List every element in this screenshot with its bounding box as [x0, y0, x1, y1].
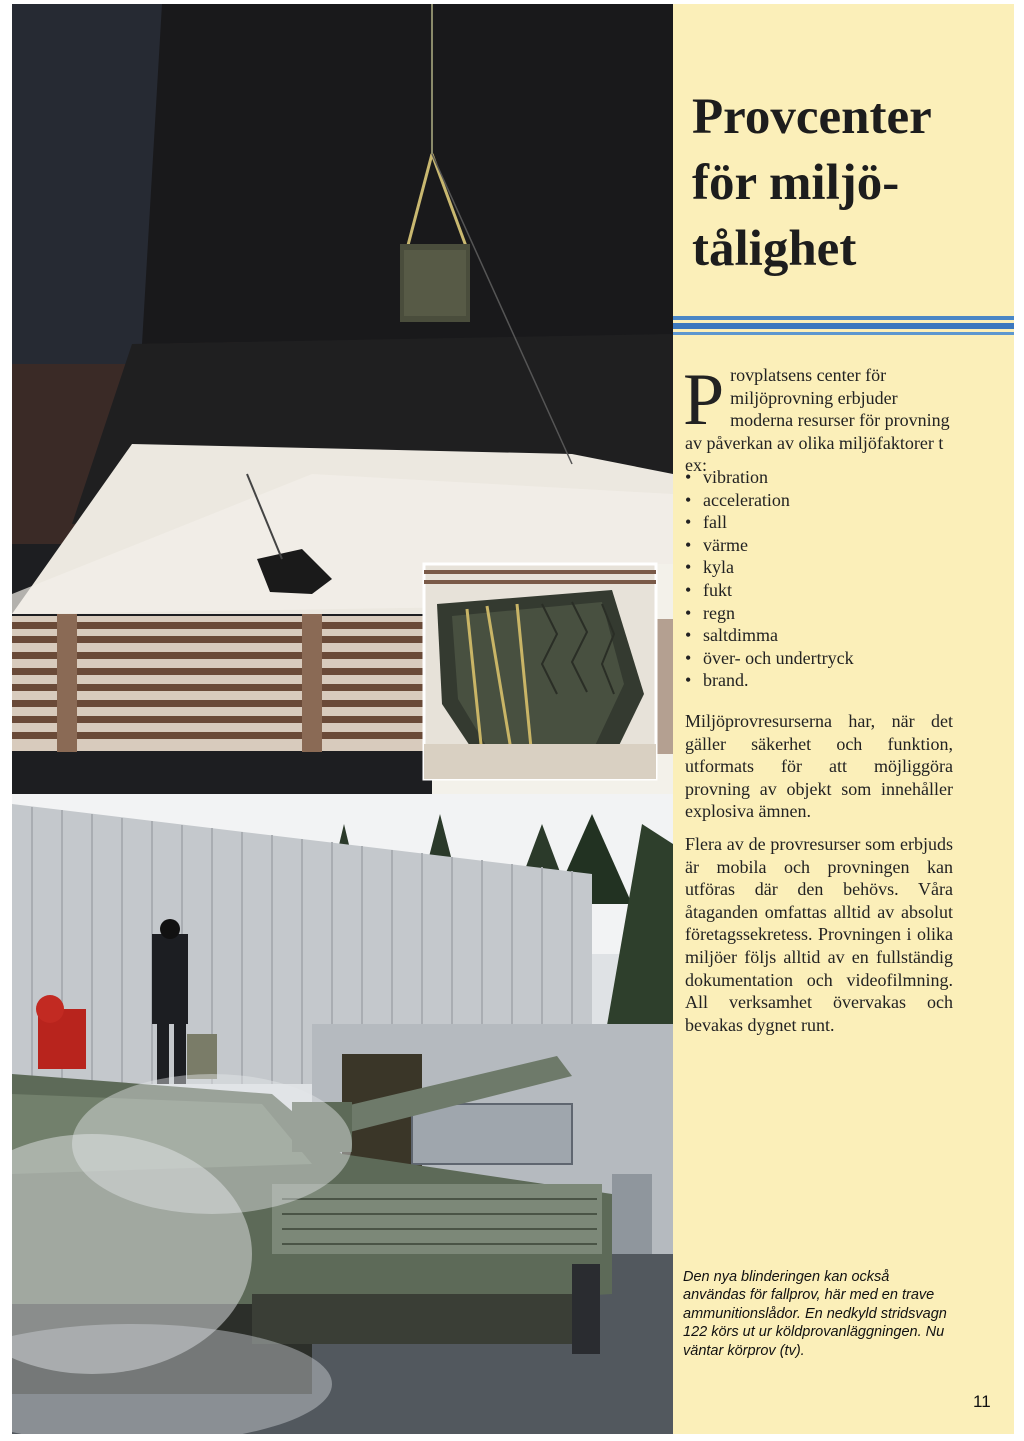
blue-rule-band — [673, 316, 1014, 336]
list-item: • acceleration — [685, 489, 945, 512]
mobility-paragraph: Flera av de provresurser som erbjuds är mobila och provningen kan utföras där den behövs. Våra åtaganden omfattas alltid av absolut företagssekretess. Provningen i olika miljöer följs alltid av en fullständig dokumentation och videofilmning. All verksamhet övervakas och bevakas dygnet runt. — [685, 834, 953, 1035]
list-item: • fukt — [685, 579, 945, 602]
title-line-3: tålighet — [692, 221, 857, 277]
list-item: • över- och undertryck — [685, 647, 945, 670]
list-item: • kyla — [685, 556, 945, 579]
photo-collage — [12, 4, 673, 1434]
list-item: • brand. — [685, 669, 945, 692]
safety-paragraph: Miljöprovresurserna har, när det gäller säkerhet och funktion, utformats för att möjliggöra provning av objekt som innehåller explosiva ämnen. — [685, 711, 953, 822]
tank-photo — [12, 794, 673, 1434]
drop-cap: P — [683, 359, 725, 441]
page-title — [692, 84, 1012, 282]
title-line-1: Provcenter — [692, 89, 932, 145]
intro-paragraph — [683, 359, 953, 477]
list-item: • värme — [685, 534, 945, 557]
environment-factor-list — [685, 466, 945, 692]
photo-caption: Den nya blinderingen kan också användas för fallprov, här med en trave ammunitionslådor. En nedkyld stridsvagn 122 körs ut ur köldprovanläggningen. Nu väntar körprov (tv). — [683, 1269, 947, 1359]
list-item: • fall — [685, 511, 945, 534]
list-item: • saltdimma — [685, 624, 945, 647]
intro-text: rovplatsens center för miljöprovning erbjuder moderna resurser för provning av påverkan av olika miljöfaktorer t ex: — [685, 365, 950, 475]
list-item: • vibration — [685, 466, 945, 489]
page-number: 11 — [973, 1392, 991, 1411]
ammunition-boxes-photo — [424, 564, 656, 779]
sidebar-column — [673, 4, 1014, 1434]
list-item: • regn — [685, 602, 945, 625]
title-line-2: för miljö- — [692, 155, 900, 211]
